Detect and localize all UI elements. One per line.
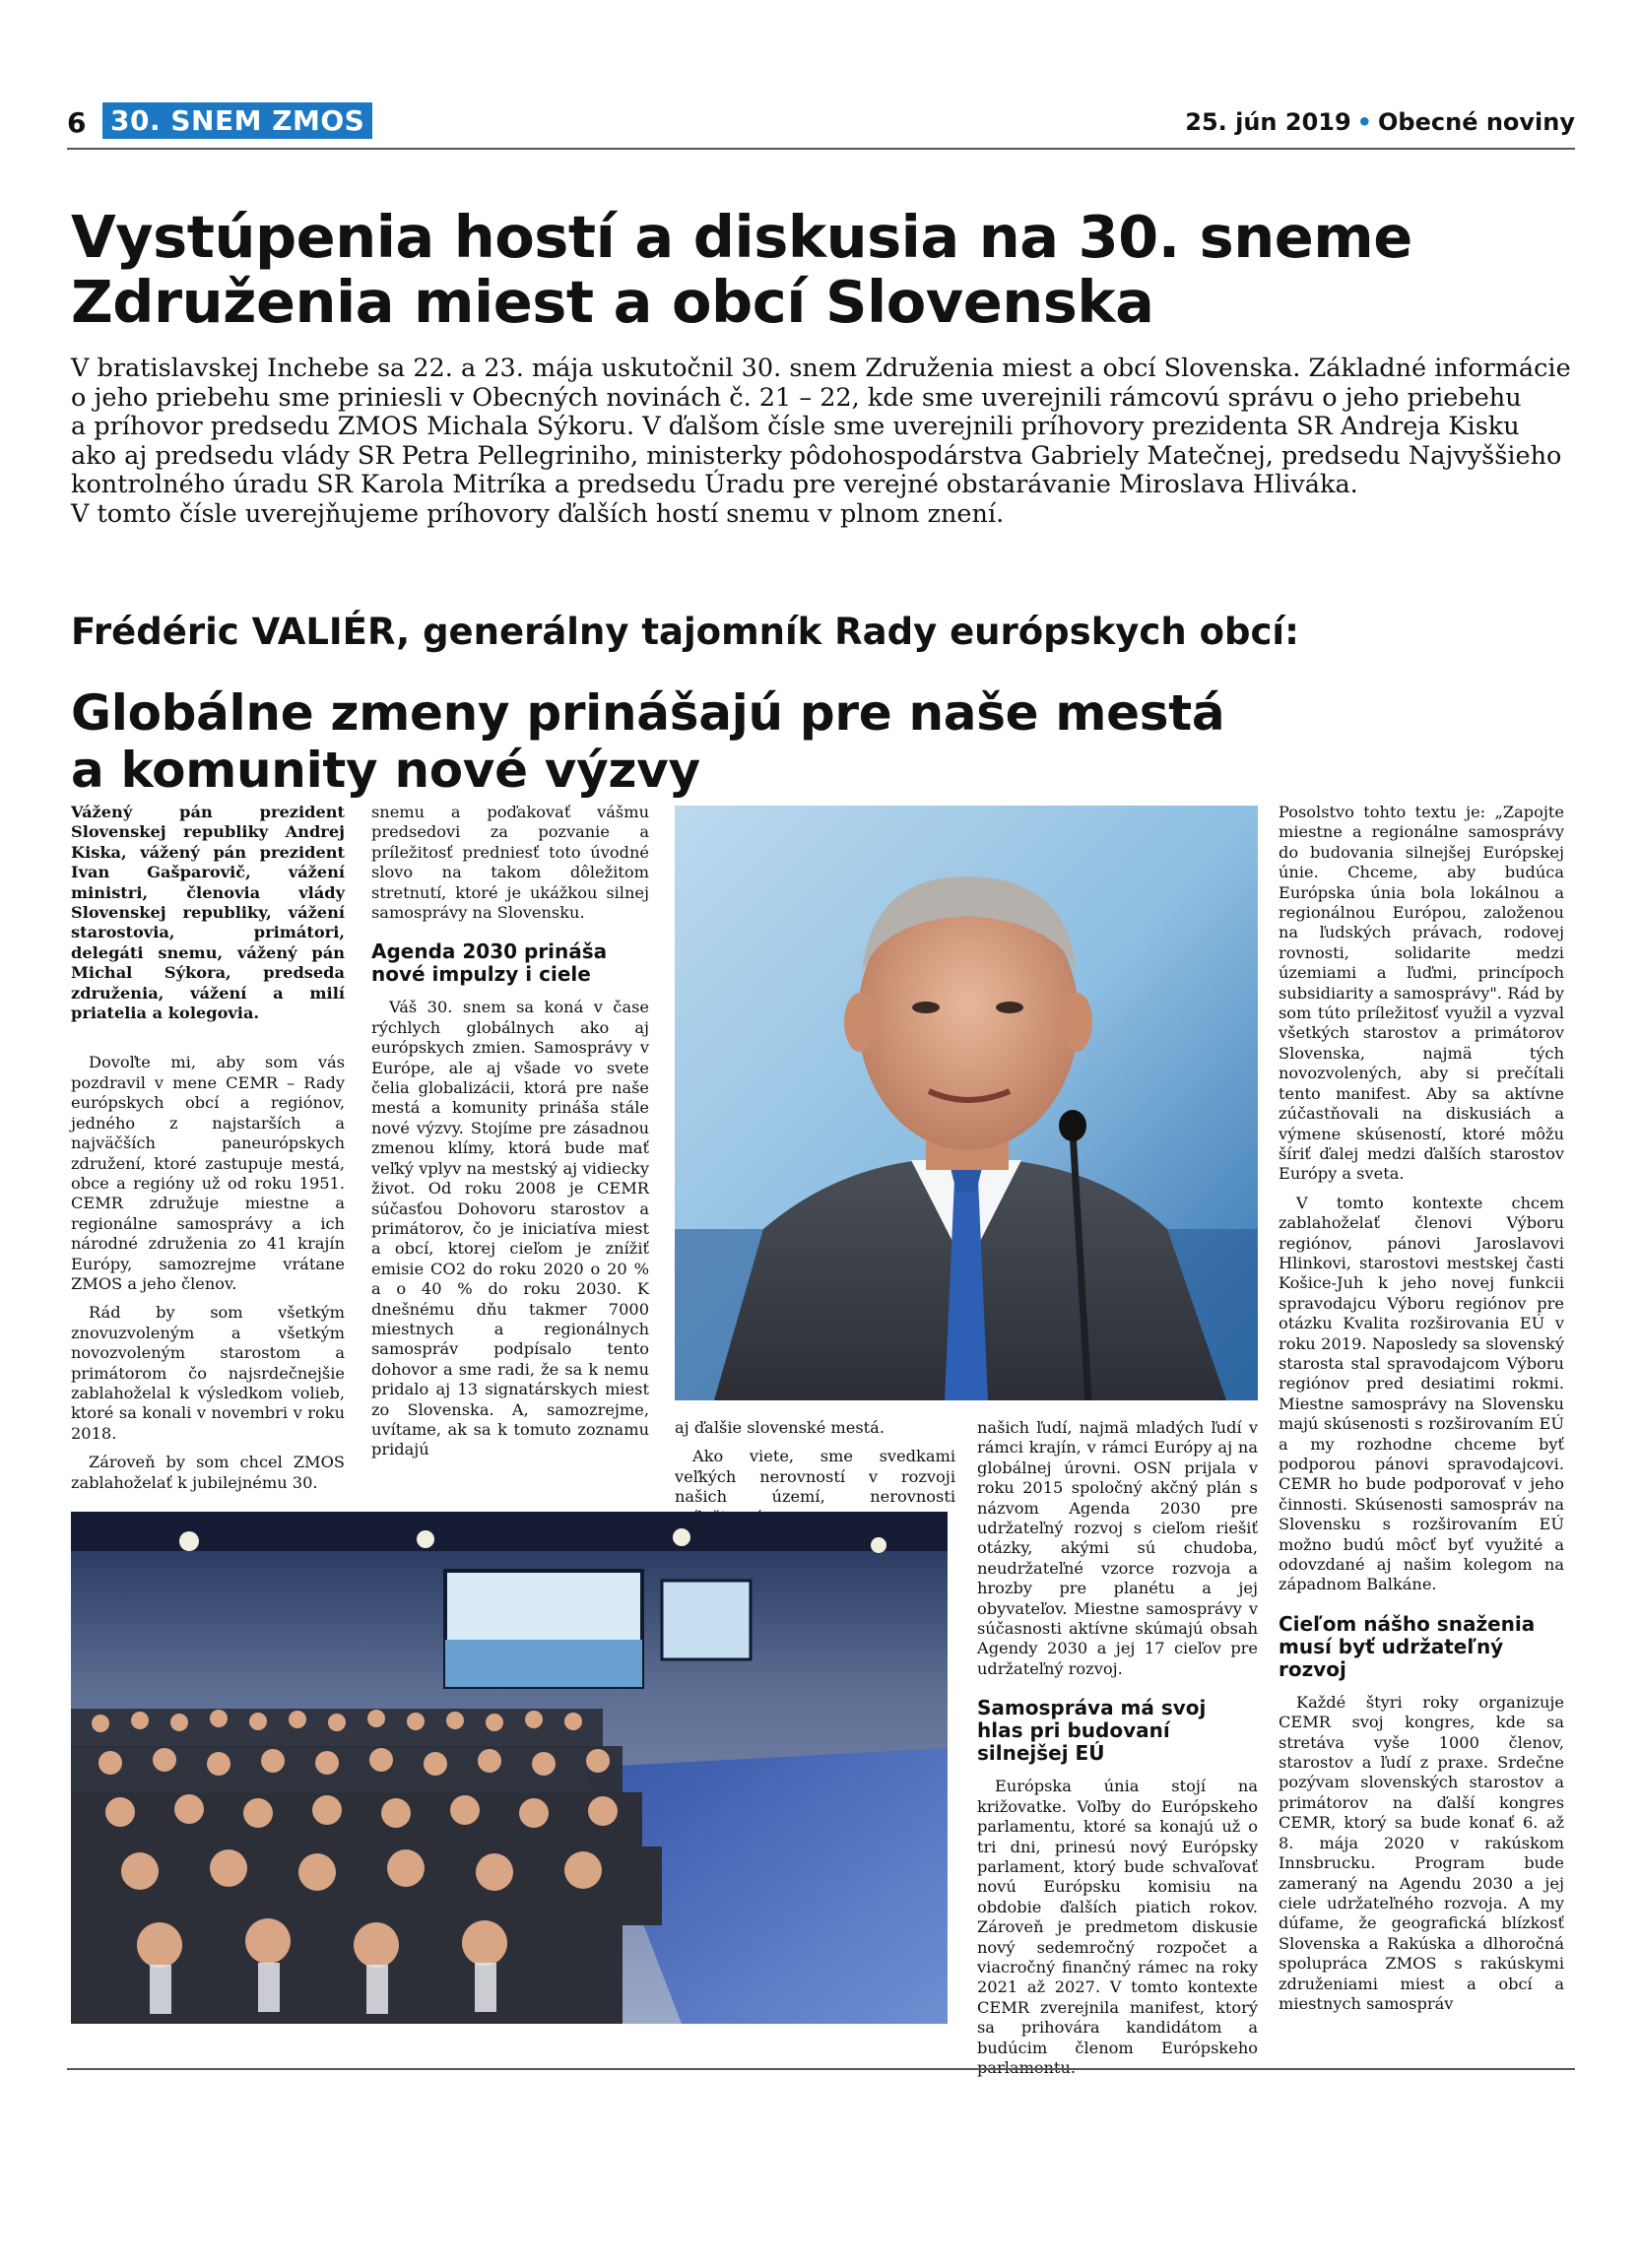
article-column-4	[977, 1418, 1258, 2087]
article-column-5	[1279, 803, 1564, 2023]
paragraph: Posolstvo tohto textu je: „Zapojte miestne a regionálne samosprávy do budovania silnejšej Európskej únie. Chceme, aby budúca Európska únia bola lokálnou a regionálnou Európou, založenou na ľudských právach, rodovej rovnosti, solidarite medzi územiami a ľuďmi, princípoch subsidiarity a samosprávy". Rád by som túto príležitosť využil a vyzval všetkých starostov a primátorov Slovenska, najmä tých novozvolených, aby si prečítali tento manifest. Aby sa aktívne zúčastňovali na diskusiách a výmene skúseností, ktoré môžu šíriť ďalej medzi ďalších starostov Európy a sveta.	[1279, 803, 1564, 1184]
paragraph: našich ľudí, najmä mladých ľudí v rámci krajín, v rámci Európy aj na globálnej úrovni. OSN prijala v roku 2015 spoločný akčný plán s názvom Agenda 2030 pre udržateľný rozvoj s cieľom riešiť otázky, akými sú chudoba, neudržateľné vzorce rozvoja a hrozby pre planétu a jej obyvateľov. Miestne samosprávy v súčasnosti aktívne skúmajú obsah Agendy 2030 a jej 17 cieľov pre udržateľný rozvoj.	[977, 1418, 1258, 1678]
paragraph: Dovoľte mi, aby som vás pozdravil v mene CEMR – Rady európskych obcí a regiónov, jedného z najstarších a najväčších paneurópskych združení, ktoré zastupuje mestá, obce a regióny už od roku 1951. CEMR združuje miestne a regionálne samosprávy a ich národné združenia zo 41 krajín Európy, samozrejme vrátane ZMOS a jeho členov.	[71, 1053, 345, 1293]
paragraph: Európska únia stojí na križovatke. Voľby do Európskeho parlamentu, ktoré sa konajú už o tri dni, prinesú nový Európsky parlament, ktorý bude schvaľovať novú Európsku komisiu na obdobie ďalších piatich rokov. Zároveň je predmetom diskusie nový sedemročný rozpočet a viacročný finančný rámec na roky 2021 až 2027. V tomto kontexte CEMR zverejnila manifest, ktorý sa prihovára kandidátom a budúcim členom Európskeho	[977, 1777, 1258, 2057]
footer-divider	[67, 2068, 1575, 2070]
lead-line: ako aj predsedu vlády SR Petra Pellegriniho, ministerky pôdohospodárstva Gabriely Matečnej, predsedu Najvyššieho	[71, 440, 1562, 471]
conference-hall-photo	[71, 1512, 948, 2024]
lead-line: V tomto čísle uverejňujeme príhovory ďalších hostí snemu v plnom znení.	[71, 498, 1005, 529]
article-headline-line2: a komunity nové výzvy	[71, 742, 700, 799]
page-number: 6	[67, 106, 87, 139]
lead-paragraph	[71, 355, 1578, 529]
article-headline-line1: Globálne zmeny prinášajú pre naše mestá	[71, 684, 1225, 742]
lead-line: kontrolného úradu SR Karola Mitríka a predsedu Úradu pre verejné obstarávanie Miroslava Hliváka.	[71, 470, 1358, 499]
article-column-2	[371, 803, 649, 1469]
section-label: 30. SNEM ZMOS	[102, 102, 372, 139]
lead-line: V bratislavskej Inchebe sa 22. a 23. mája uskutočnil 30. snem Združenia miest a obcí Slovenska. Základné informácie	[71, 354, 1571, 383]
speaker-heading: Frédéric VALIÉR, generálny tajomník Rady európskych obcí:	[71, 611, 1299, 653]
conference-hall-image	[71, 1512, 948, 2024]
publication-name: Obecné noviny	[1378, 108, 1575, 136]
article-headline	[71, 684, 1351, 799]
speaker-photo-image	[675, 806, 1258, 1400]
lead-line: o jeho priebehu sme priniesli v Obecných novinách č. 21 – 22, kde sme uverejnili rámcovú správu o jeho priebehu	[71, 382, 1522, 413]
paragraph: Váš 30. snem sa koná v čase rýchlych globálnych ako aj európskych zmien. Samosprávy v Európe, ale aj všade vo svete čelia globalizácii, ktorá pre naše mestá a komunity prináša stále nové výzvy. Stojíme pre zásadnou zmenou klímy, ktorá bude mať veľký vplyv na mestský aj vidiecky život. Od roku 2008 je CEMR súčasťou Dohovoru starostov a primátorov, čo je iniciatíva miest a obcí, ktorej cieľom je znížiť emisie CO2 do roku 2020 o 20 % a o 40 % do roku 2030. K dnešnému dňu takmer 7000 miestnych a regionálnych samospráv podpísalo tento dohovor a sme radi, že sa k nemu pridalo aj 13 signatárskych miest zo Slovenska. A, samozrejme, uvítame, ak sa k tomuto zoznamu pridajú	[371, 998, 649, 1459]
subheading-agenda-2030: Agenda 2030 prináša nové impulzy i ciele	[371, 940, 608, 987]
header-divider	[67, 148, 1575, 150]
separator-dot: •	[1356, 108, 1373, 136]
salutation: Vážený pán prezident Slovenskej republiky Andrej Kiska, vážený pán prezident Ivan Gašparovič, vážení ministri, členovia vlády Slovenskej republiky, vážení starostovia, primátori, delegáti snemu, vážený pán Michal Sýkora, predseda združenia, vážení a milí priatelia a kolegovia.	[71, 803, 345, 1023]
paragraph: Každé štyri roky organizuje CEMR svoj kongres, kde sa stretáva vyše 1000 členov, starostov a ľudí z praxe. Srdečne pozývam slovenských starostov a primátorov na ďalší kongres CEMR, ktorý sa bude konať 6. až 8. mája 2020 v rakúskom Innsbrucku. Program bude zameraný na Agendu 2030 a jej ciele udržateľného rozvoja. A my dúfame, že geografická blízkosť Slovenska a Rakúska a dlhoročná spolupráca ZMOS s rakúskymi združeniami miest a obcí a miestnych samospráv	[1279, 1692, 1564, 2013]
speaker-photo	[675, 806, 1258, 1400]
paragraph: snemu a poďakovať vášmu predsedovi za pozvanie a príležitosť predniesť toto úvodné slovo na takom dôležitom stretnutí, ktoré je ukážkou silnej samosprávy na Slovensku.	[371, 803, 649, 923]
main-headline	[71, 205, 1568, 335]
main-headline-line2: Združenia miest a obcí Slovenska	[71, 268, 1154, 336]
lead-line: a príhovor predsedu ZMOS Michala Sýkoru. V ďalšom čísle sme uverejnili príhovory prezidenta SR Andreja Kisku	[71, 412, 1520, 441]
article-column-1	[71, 803, 345, 1502]
issue-date: 25. jún 2019	[1185, 108, 1351, 136]
paragraph: Rád by som všetkým znovuzvoleným a všetkým novozvoleným starostom a primátorom čo najsrdečnejšie zablahoželal k výsledkom volieb, ktoré sa konali v novembri v roku 2018.	[71, 1303, 345, 1443]
paragraph: aj ďalšie slovenské mestá.	[675, 1418, 885, 1437]
main-headline-line1: Vystúpenia hostí a diskusia na 30. sneme	[71, 203, 1412, 271]
subheading-samosprava: Samospráva má svoj hlas pri budovaní silnejšej EÚ	[977, 1696, 1207, 1766]
issue-info	[1185, 108, 1575, 136]
subheading-udrzatelny-rozvoj: Cieľom nášho snaženia musí byť udržateľný rozvoj	[1279, 1611, 1536, 1681]
paragraph: Zároveň by som chcel ZMOS zablahoželať k jubilejnému 30.	[71, 1453, 345, 1492]
paragraph: Ako viete, sme svedkami veľkých nerovností v rozvoji našich území, nerovnosti	[675, 1447, 955, 1507]
paragraph: V tomto kontexte chcem zablahoželať členovi Výboru regiónov, pánovi Jaroslavovi Hlinkovi, starostovi mestskej časti Košice-Juh k jeho novej funkcii spravodajcu Výboru regiónov pre otázku Kvalita rozširovania EÚ v roku 2019. Naposledy sa slovenský starosta stal spravodajcom Výboru regiónov pred desiatimi rokmi. Miestne samosprávy na Slovensku majú skúsenosti s rozširovaním EÚ a my rozhodne chceme byť podporou pánovi spravodajcovi. CEMR ho bude podporovať v jeho činnosti. Skúsenosti samospráv na Slovensku s rozširovaním EÚ možno budú môcť byť využité a odovzdané aj našim kolegom na západnom Balkáne.	[1279, 1193, 1564, 1594]
